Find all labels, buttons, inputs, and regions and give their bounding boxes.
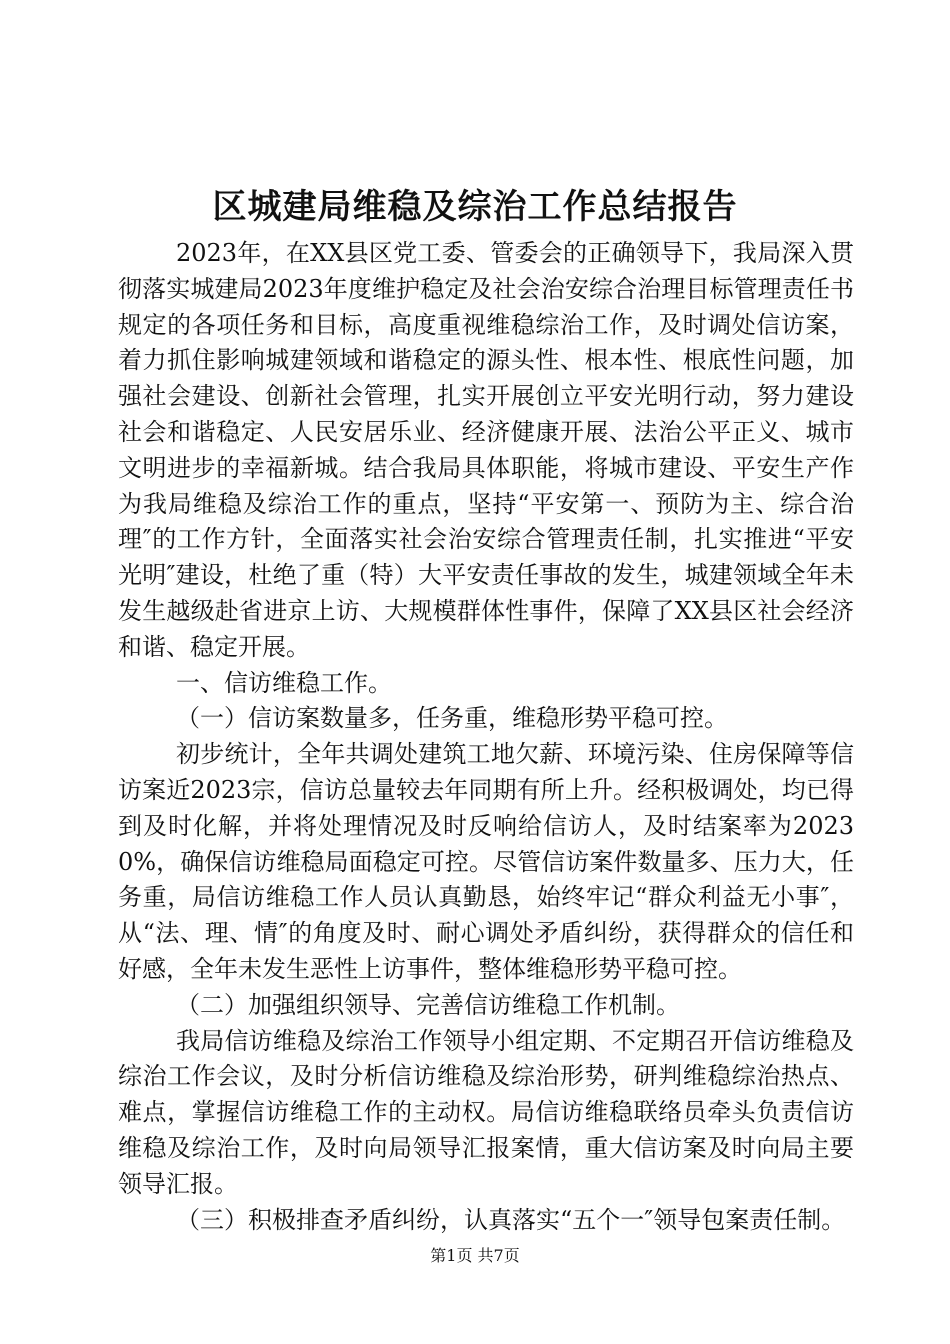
paragraph-intro: 2023年，在XX县区党工委、管委会的正确领导下，我局深入贯彻落实城建局2023年度维护稳定及社会治安综合治理目标管理责任书规定的各项任务和目标，高度重视维稳综治工作，及时调处信访案，着力抓住影响城建领域和谐稳定的源头性、根本性、根底性问题，加强社会建设、创新社会管理，扎实开展创立平安光明行动，努力建设社会和谐稳定、人民安居乐业、经济健康开展、法治公平正义、城市文明进步的幸福新城。结合我局具体职能，将城市建设、平安生产作为我局维稳及综治工作的重点，坚持“平安第一、预防为主、综合治理″的工作方针，全面落实社会治安综合管理责任制，扎实推进“平安光明″建设，杜绝了重（特）大平安责任事故的发生，城建领域全年未发生越级赴省进京上访、大规模群体性事件，保障了XX县区社会经济和谐、稳定开展。	[118, 239, 854, 661]
page-number-footer: 第1页 共7页	[430, 1246, 520, 1265]
subsection-heading-1: （一）信访案数量多，任务重，维稳形势平稳可控。	[176, 704, 728, 733]
subsection-heading-2: （二）加强组织领导、完善信访维稳工作机制。	[176, 990, 680, 1019]
paragraph-statistics: 初步统计，全年共调处建筑工地欠薪、环境污染、住房保障等信访案近2023宗，信访总量较去年同期有所上升。经积极调处，均已得到及时化解，并将处理情况及时反响给信访人，及时结案率为20230%，确保信访维稳局面稳定可控。尽管信访案件数量多、压力大，任务重，局信访维稳工作人员认真勤恳，始终牢记“群众利益无小事″，从“法、理、情″的角度及时、耐心调处矛盾纠纷，获得群众的信任和好感，全年未发生恶性上访事件，整体维稳形势平稳可控。	[118, 740, 854, 983]
paragraph-leadership: 我局信访维稳及综治工作领导小组定期、不定期召开信访维稳及综治工作会议，及时分析信访维稳及综治形势，研判维稳综治热点、难点，掌握信访维稳工作的主动权。局信访维稳联络员牵头负责信访维稳及综治工作，及时向局领导汇报案情，重大信访案及时向局主要领导汇报。	[118, 1026, 854, 1198]
document-body	[118, 236, 854, 1238]
document-title: 区城建局维稳及综治工作总结报告	[212, 187, 738, 227]
subsection-heading-3: （三）积极排查矛盾纠纷，认真落实“五个一″领导包案责任制。	[176, 1205, 846, 1234]
section-heading-1: 一、信访维稳工作。	[176, 668, 392, 697]
